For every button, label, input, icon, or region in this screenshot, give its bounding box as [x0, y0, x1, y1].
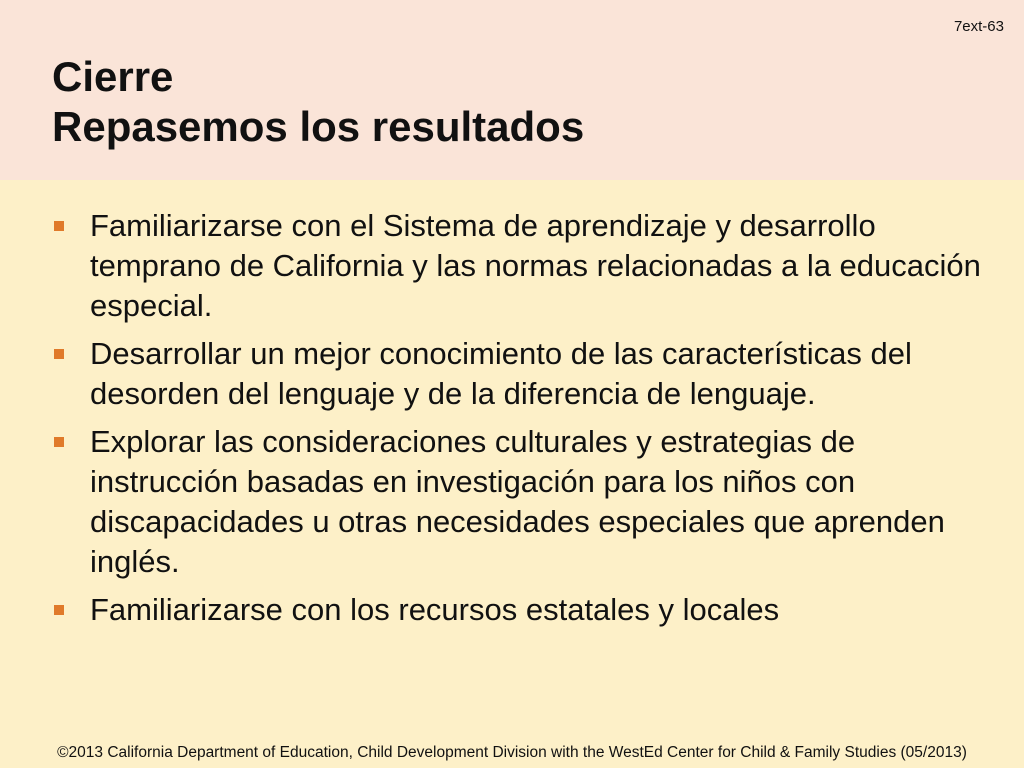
slide-title — [52, 52, 584, 152]
bullet-list — [52, 206, 982, 638]
title-line-1: Cierre — [52, 53, 174, 100]
orange-square-bullet-icon — [54, 437, 64, 447]
copyright-footer: ©2013 California Department of Education, Child Development Division with the WestEd Center for Child & Family Studies (05/2013) — [57, 744, 967, 761]
bullet-text: Familiarizarse con los recursos estatales y locales — [90, 592, 780, 627]
bullet-text: Familiarizarse con el Sistema de aprendizaje y desarrollo temprano de California y las normas relacionadas a la educación especial. — [90, 208, 981, 323]
bullet-item — [52, 334, 982, 414]
slide-code: 7ext-63 — [953, 18, 1004, 35]
bullet-text: Explorar las consideraciones culturales y estrategias de instrucción basadas en investigación para los niños con discapacidades u otras necesidades especiales que aprenden inglés. — [90, 424, 945, 579]
orange-square-bullet-icon — [54, 349, 64, 359]
bullet-item — [52, 422, 982, 582]
orange-square-bullet-icon — [54, 605, 64, 615]
bullet-text: Desarrollar un mejor conocimiento de las características del desorden del lenguaje y de la diferencia de lenguaje. — [90, 336, 912, 411]
title-line-2: Repasemos los resultados — [52, 103, 585, 150]
orange-square-bullet-icon — [54, 221, 64, 231]
bullet-item — [52, 590, 982, 630]
bullet-item — [52, 206, 982, 326]
